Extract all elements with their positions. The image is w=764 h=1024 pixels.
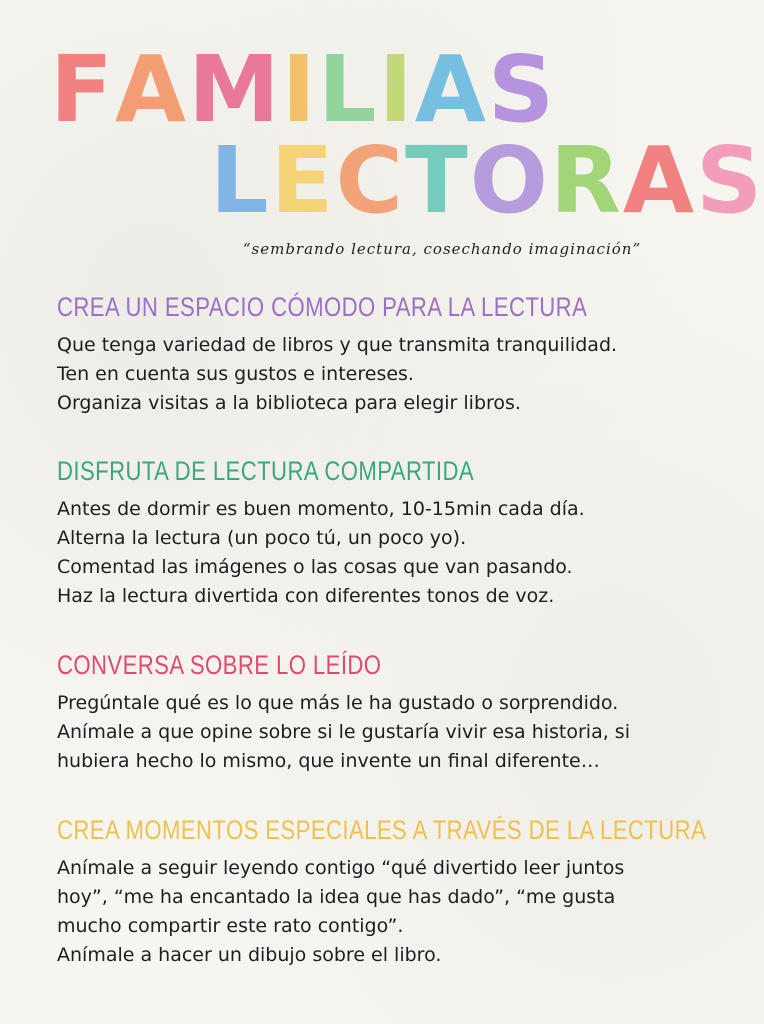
body-line: hoy”, “me ha encantado la idea que has dado”, “me gusta — [57, 886, 616, 908]
section-body — [57, 495, 687, 611]
body-line: Organiza visitas a la biblioteca para elegir libros. — [57, 392, 521, 414]
body-line: Que tenga variedad de libros y que transmita tranquilidad. — [57, 334, 618, 356]
title-line-1 — [50, 36, 556, 143]
body-line: mucho compartir este rato contigo”. — [57, 915, 404, 937]
title-letter: T — [405, 127, 468, 234]
title-letter: E — [270, 127, 334, 234]
title-letter: A — [414, 36, 486, 143]
title-letter: S — [487, 36, 555, 143]
section-body — [57, 854, 687, 970]
title-letter: I — [378, 36, 413, 143]
section-talk-about-reading — [57, 650, 687, 776]
section-heading: CREA MOMENTOS ESPECIALES A TRAVÉS DE LA LECTURA — [57, 815, 707, 845]
body-line: Comentad las imágenes o las cosas que van pasando. — [57, 556, 573, 578]
title-line-2 — [210, 127, 764, 234]
title-letter: O — [469, 127, 548, 234]
title-letter: L — [210, 127, 269, 234]
section-heading: CREA UN ESPACIO CÓMODO PARA LA LECTURA — [57, 292, 588, 322]
section-heading: CONVERSA SOBRE LO LEÍDO — [57, 650, 382, 680]
body-line: hubiera hecho lo mismo, que invente un final diferente… — [57, 750, 600, 772]
title-letter: C — [335, 127, 404, 234]
section-body — [57, 331, 687, 418]
title-letter: A — [114, 36, 187, 143]
title-letter: S — [696, 127, 763, 234]
title-letter: L — [317, 36, 377, 143]
title-letter: F — [50, 36, 113, 143]
body-line: Alterna la lectura (un poco tú, un poco yo). — [57, 527, 467, 549]
body-line: Pregúntale qué es lo que más le ha gustado o sorprendido. — [57, 692, 619, 714]
title-letter: R — [550, 127, 621, 234]
subtitle-tagline: “sembrando lectura, cosechando imaginación” — [242, 240, 642, 258]
title-letter: M — [188, 36, 280, 143]
body-line: Anímale a que opine sobre si le gustaría vivir esa historia, si — [57, 721, 630, 743]
section-comfortable-space — [57, 292, 687, 418]
body-line: Anímale a hacer un dibujo sobre el libro. — [57, 944, 442, 966]
body-line: Haz la lectura divertida con diferentes tonos de voz. — [57, 585, 555, 607]
section-body — [57, 689, 687, 776]
section-heading: DISFRUTA DE LECTURA COMPARTIDA — [57, 456, 475, 486]
title-letter: I — [281, 36, 316, 143]
title-letter: A — [622, 127, 695, 234]
section-special-moments — [57, 815, 707, 970]
section-shared-reading — [57, 456, 687, 611]
body-line: Ten en cuenta sus gustos e intereses. — [57, 363, 414, 385]
body-line: Antes de dormir es buen momento, 10-15min cada día. — [57, 498, 585, 520]
body-line: Anímale a seguir leyendo contigo “qué divertido leer juntos — [57, 857, 625, 879]
